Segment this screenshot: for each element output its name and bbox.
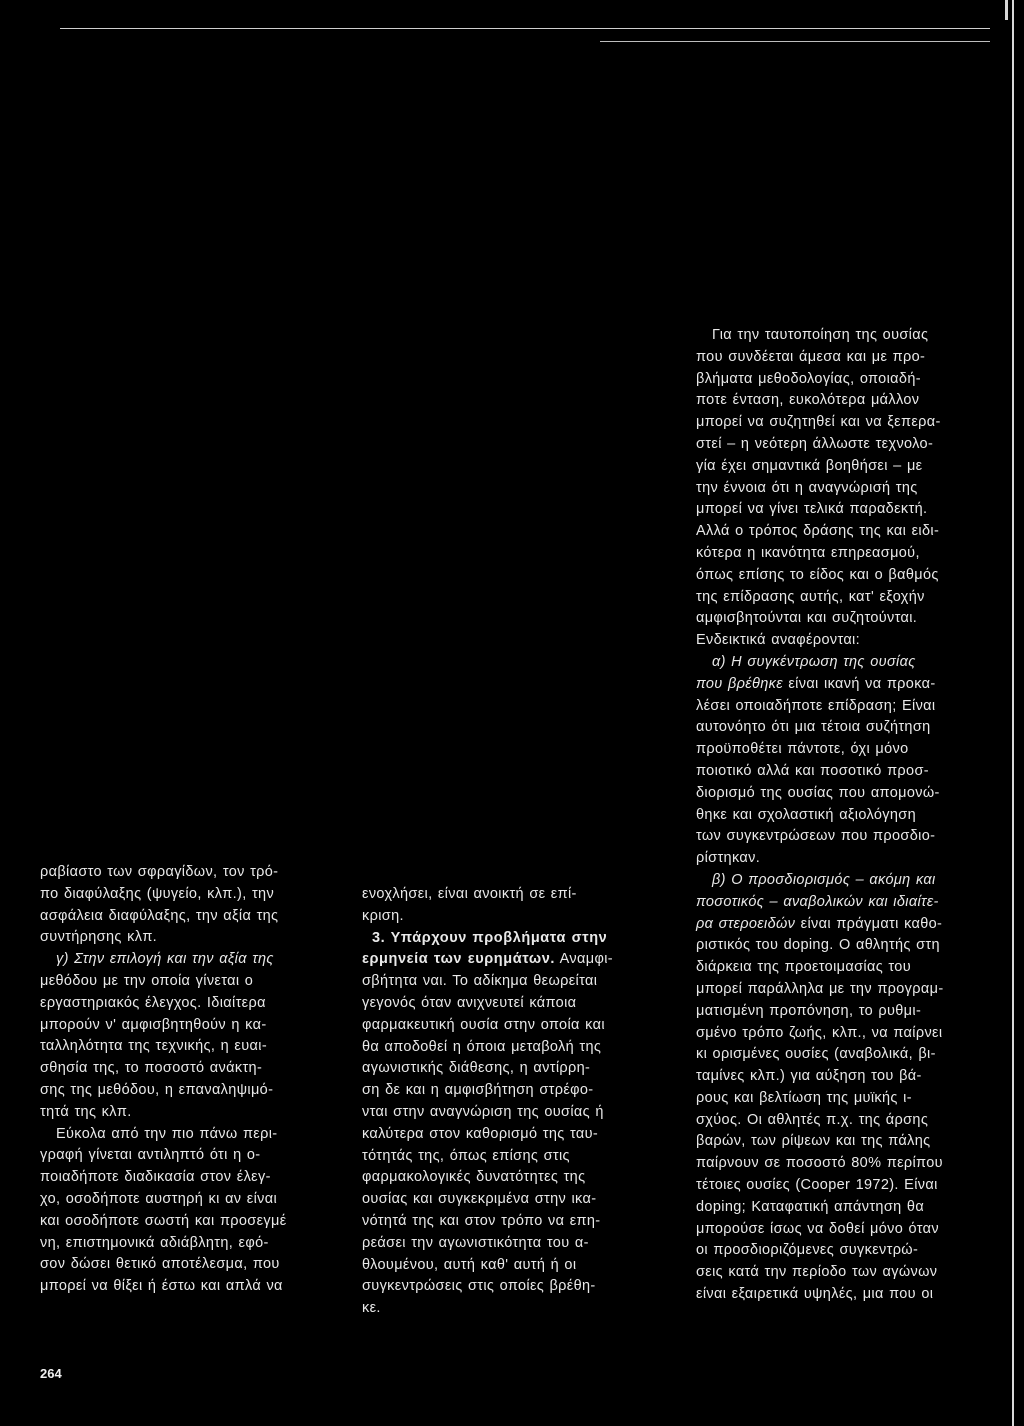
text-line: την έννοια ότι η αναγνώρισή της [696, 479, 918, 496]
text-line: βαρών, των ρίψεων και της πάλης [696, 1133, 931, 1150]
text-run: Αναμφι- [559, 951, 613, 968]
text-line: αμφισβητούνται και συζητούνται. [696, 610, 918, 627]
text-line: σης της μεθόδου, η επαναληψιμό- [40, 1081, 274, 1098]
text-line: Ενδεικτικά αναφέρονται: [696, 632, 861, 649]
text-line: α) Η συγκέντρωση της ουσίας [712, 653, 916, 670]
section-heading: 3. Υπάρχουν προβλήματα στην [372, 929, 608, 946]
text-line: διάρκεια της προετοιμασίας του [696, 959, 911, 976]
text-line: πο διαφύλαξης (ψυγείο, κλπ.), την [40, 885, 275, 902]
text-line: τότητάς της, όπως επίσης στις [362, 1147, 570, 1164]
text-line: ουσίας και συγκεκριμένα στην ικα- [362, 1191, 597, 1208]
top-rule [60, 28, 990, 29]
text-line [362, 949, 662, 971]
text-line: των συγκεντρώσεων που προσδιο- [696, 828, 936, 845]
text-line: σον δώσει θετικό αποτέλεσμα, που [40, 1256, 280, 1273]
text-line: όπως επίσης το είδος και ο βαθμός [696, 566, 939, 583]
text-line: ποιαδήποτε διαδικασία στον έλεγ- [40, 1169, 271, 1186]
section-heading-cont: ερμηνεία των ευρημάτων. [362, 951, 556, 968]
text-line: χο, οσοδήποτε αυστηρή κι αν είναι [40, 1190, 278, 1207]
text-line: αγωνιστικής διάθεσης, η αντίρρη- [362, 1060, 591, 1077]
text-line: μεθόδου με την οποία γίνεται ο [40, 972, 254, 989]
right-edge-tick [1005, 0, 1008, 20]
text-line: ταμίνες κλπ.) για αύξηση του βά- [696, 1068, 922, 1085]
text-line: ρίστηκαν. [696, 850, 761, 867]
text-line: ρεάσει την αγωνιστικότητα του α- [362, 1234, 589, 1251]
text-line: ασφάλεια διαφύλαξης, την αξία της [40, 907, 279, 924]
text-line: είναι εξαιρετικά υψηλές, μια που οι [696, 1286, 934, 1303]
text-line: ραβίαστο των σφραγίδων, τον τρό- [40, 864, 279, 880]
top-rule-2 [600, 41, 990, 42]
text-line: γραφή γίνεται αντιληπτό ότι η ο- [40, 1147, 261, 1164]
right-edge-line [1012, 0, 1014, 1426]
text-line: στεί – η νεότερη άλλωστε τεχνολο- [696, 435, 934, 452]
text-line: σβήτητα ναι. Το αδίκημα θεωρείται [362, 973, 598, 990]
text-line: νότητά της και στον τρόπο να επη- [362, 1212, 601, 1229]
text-line: ταλληλότητα της τεχνικής, η ευαι- [40, 1038, 267, 1055]
text-line: doping; Καταφατική απάντηση θα [696, 1198, 925, 1215]
text-line: συγκεντρώσεις στις οποίες βρέθη- [362, 1278, 596, 1295]
text-line: μπορεί να γίνει τελικά παραδεκτή. [696, 501, 928, 518]
text-line: βλήματα μεθοδολογίας, οποιαδή- [696, 370, 921, 387]
text-line: μπορεί παράλληλα με την προγραμ- [696, 980, 944, 997]
text-line: β) Ο προσδιορισμός – ακόμη και [712, 871, 936, 888]
text-line: θα αποδοθεί η όποια μεταβολή της [362, 1038, 602, 1055]
text-line: γία έχει σημαντικά βοηθήσει – με [696, 457, 923, 474]
text-line: ματισμένη προπόνηση, το ρυθμι- [696, 1002, 922, 1019]
text-line: μπορεί να θίξει ή έστω και απλά να [40, 1278, 283, 1295]
text-line: οι προσδιοριζόμενες συγκεντρώ- [696, 1242, 919, 1259]
text-run: είναι πράγματι καθο- [800, 915, 943, 932]
text-line: Για την ταυτοποίηση της ουσίας [712, 327, 929, 343]
italic-run: που βρέθηκε [696, 675, 783, 692]
column-2 [362, 884, 662, 1320]
text-line: παίρνουν σε ποσοστό 80% περίπου [696, 1155, 943, 1172]
page-number: 264 [40, 1366, 62, 1381]
text-line: μπορεί να συζητηθεί και να ξεπερα- [696, 414, 941, 431]
text-line: σχύος. Οι αθλητές π.χ. της άρσης [696, 1111, 929, 1128]
text-line: ενοχλήσει, είναι ανοικτή σε επί- [362, 886, 577, 902]
text-line: αυτονόητο ότι μια τέτοια συζήτηση [696, 719, 931, 736]
text-line: σμένο τρόπο ζωής, κλπ., να παίρνει [696, 1024, 943, 1041]
text-line [40, 949, 336, 971]
column-1 [40, 862, 336, 1298]
text-line: κριση. [362, 907, 404, 924]
text-line: της επίδρασης αυτής, κατ' εξοχήν [696, 588, 925, 605]
text-line: φαρμακολογικές δυνατότητες της [362, 1169, 586, 1186]
text-line: κι ορισμένες ουσίες (αναβολικά, βι- [696, 1046, 936, 1063]
text-line [696, 914, 1000, 936]
text-line: γεγονός όταν ανιχνευτεί κάποια [362, 994, 577, 1011]
text-line: μπορούσε ίσως να δοθεί μόνο όταν [696, 1220, 939, 1237]
text-run: είναι ικανή να προκα- [788, 675, 936, 692]
text-line: ρους και βελτίωση της μυϊκής ι- [696, 1089, 912, 1106]
italic-run: γ) Στην επιλογή και την αξία της [56, 951, 274, 968]
text-line: νη, επιστημονικά αδιάβλητη, εφό- [40, 1234, 269, 1251]
text-line: Αλλά ο τρόπος δράσης της και ειδι- [696, 523, 940, 540]
text-line: κότερα η ικανότητα επηρεασμού, [696, 544, 920, 561]
text-line: Εύκολα από την πιο πάνω περι- [56, 1125, 278, 1142]
text-line: ση δε και η αμφισβήτηση στρέφο- [362, 1082, 594, 1099]
italic-run: ρα στεροειδών [696, 915, 796, 932]
text-line: καλύτερα στον καθορισμό της ταυ- [362, 1125, 599, 1142]
text-line: ποσοτικός – αναβολικών και ιδιαίτε- [696, 893, 939, 910]
text-line: εργαστηριακός έλεγχος. Ιδιαίτερα [40, 994, 266, 1011]
text-line: που συνδέεται άμεσα και με προ- [696, 348, 926, 365]
text-line: σεις κατά την περίοδο των αγώνων [696, 1264, 938, 1281]
text-line: σθησία της, το ποσοστό ανάκτη- [40, 1060, 263, 1077]
text-line: λέσει οποιαδήποτε επίδραση; Είναι [696, 697, 936, 714]
text-line: θηκε και σχολαστική αξιολόγηση [696, 806, 916, 823]
text-line: κε. [362, 1300, 381, 1317]
text-line: συντήρησης κλπ. [40, 929, 158, 946]
text-line: φαρμακευτική ουσία στην οποία και [362, 1016, 605, 1033]
text-line: προϋποθέτει πάντοτε, όχι μόνο [696, 741, 909, 758]
text-line: ποιοτικό αλλά και ποσοτικό προσ- [696, 762, 929, 779]
text-line: ριστικός του doping. Ο αθλητής στη [696, 937, 940, 954]
text-line: τέτοιες ουσίες (Cooper 1972). Είναι [696, 1177, 938, 1194]
column-3 [696, 325, 1000, 1306]
text-line: τητά της κλπ. [40, 1103, 132, 1120]
text-line: ποτε ένταση, ευκολότερα μάλλον [696, 392, 920, 409]
text-line: διορισμό της ουσίας που απομονώ- [696, 784, 940, 801]
text-line: και οσοδήποτε σωστή και προσεγμέ [40, 1212, 287, 1229]
text-line: νται στην αναγνώριση της ουσίας ή [362, 1103, 604, 1120]
text-line: θλουμένου, αυτή καθ' αυτή ή οι [362, 1256, 577, 1273]
text-line [696, 674, 1000, 696]
text-line: μπορούν ν' αμφισβητηθούν η κα- [40, 1016, 267, 1033]
